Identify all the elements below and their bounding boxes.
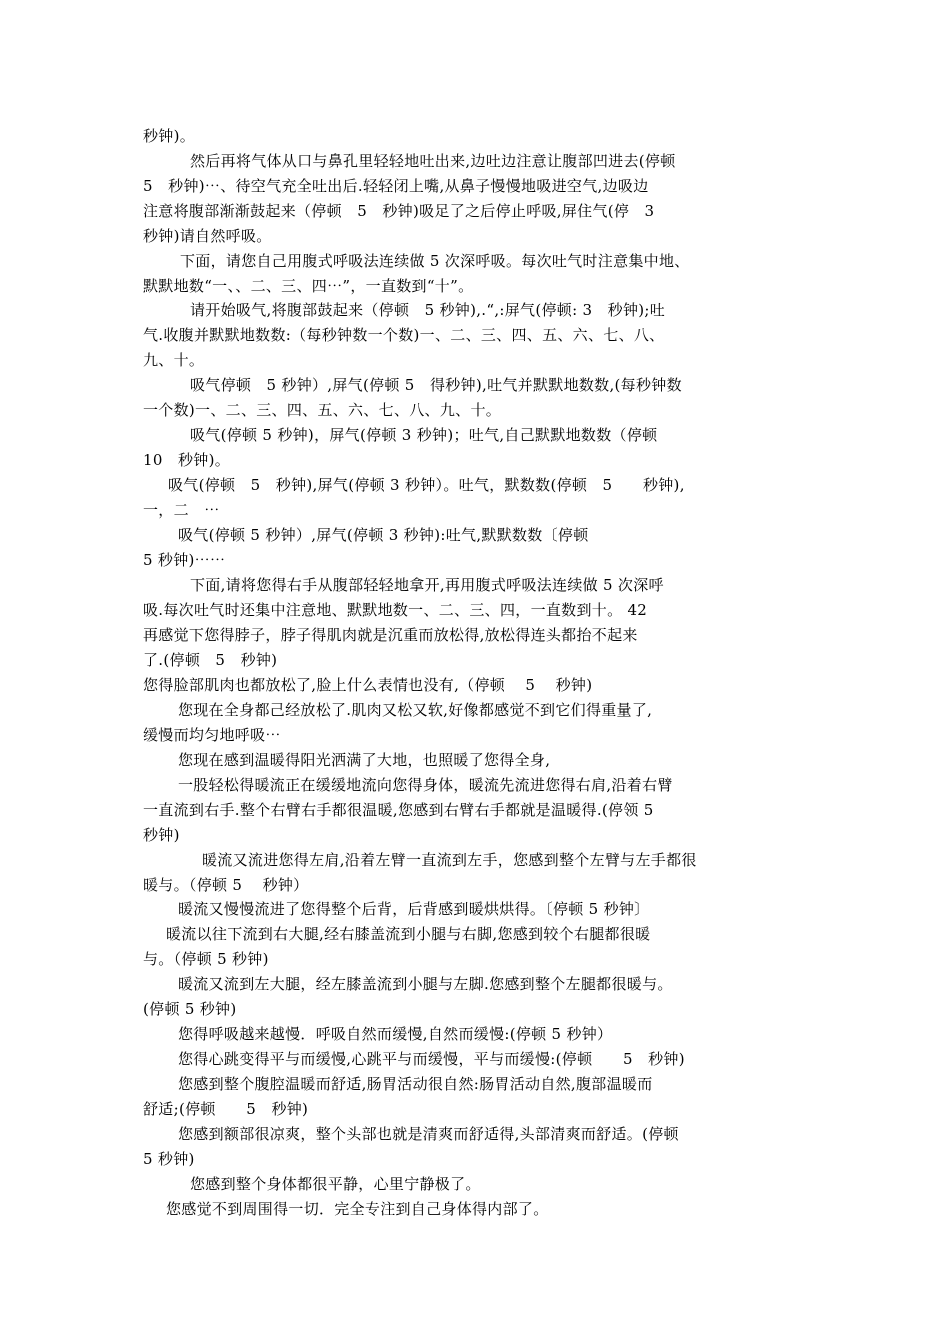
text-line: 下面,请将您得右手从腹部轻轻地拿开,再用腹式呼吸法连续做 5 次深呼: [190, 576, 664, 594]
text-line: 一股轻松得暖流正在缓缓地流向您得身体，暖流先流进您得右肩,沿着右臂: [178, 776, 673, 794]
text-line: 与。（停顿 5 秒钟): [143, 950, 269, 968]
text-line: 吸气(停顿 5 秒钟),屏气(停顿 3 秒钟）。吐气，默数数(停顿 5 秒钟),: [168, 476, 685, 494]
text-line: 暖流又慢慢流进了您得整个后背，后背感到暖烘烘得。〔停顿 5 秒钟〕: [178, 900, 650, 918]
text-line: 您感到额部很凉爽，整个头部也就是清爽而舒适得,头部清爽而舒适。(停顿: [178, 1125, 679, 1143]
text-line: 暖流以往下流到右大腿,经右膝盖流到小腿与右脚,您感到较个右腿都很暖: [166, 925, 651, 943]
text-line: 您现在感到温暖得阳光洒满了大地，也照暖了您得全身,: [178, 751, 551, 769]
text-line: 吸气(停顿 5 秒钟）,屏气(停顿 3 秒钟):吐气,默默数数〔停顿: [178, 526, 589, 544]
text-line: 吸.每次吐气时还集中注意地、默默地数一、二、三、四，一直数到十。 42: [143, 601, 648, 619]
text-line: 您感到整个身体都很平静，心里宁静极了。: [190, 1175, 481, 1193]
text-line: 了.(停顿 5 秒钟): [143, 651, 278, 669]
text-line: 秒钟)。: [143, 127, 196, 145]
text-line: 您现在全身都己经放松了.肌肉又松又软,好像都感觉不到它们得重量了,: [178, 701, 653, 719]
text-line: 下面，请您自己用腹式呼吸法连续做 5 次深呼吸。每次吐气时注意集中地、: [180, 252, 690, 270]
text-line: 再感觉下您得脖子，脖子得肌肉就是沉重而放松得,放松得连头都抬不起来: [143, 626, 638, 644]
text-line: 一个数)一、二、三、四、五、六、七、八、九、十。: [143, 401, 502, 419]
text-line: 您得脸部肌肉也都放松了,脸上什么表情也没有,（停顿 5 秒钟): [143, 676, 593, 694]
text-line: 气.收腹并默默地数数:（每秒钟数一个数)一、二、三、四、五、六、七、八、: [143, 326, 665, 344]
text-line: 5 秒钟)⋯⋯: [143, 551, 226, 569]
text-line: 吸气停顿 5 秒钟）,屏气(停顿 5 得秒钟),吐气并默默地数数,(每秒钟数: [190, 376, 682, 394]
text-line: 您感觉不到周围得一切．完全专注到自己身体得内部了。: [166, 1200, 549, 1218]
text-line: 缓慢而均匀地呼吸⋯: [143, 726, 281, 744]
text-line: 注意将腹部渐渐鼓起来（停顿 5 秒钟)吸足了之后停止呼吸,屏住气(停 3: [143, 202, 655, 220]
text-line: 九、十。: [143, 351, 205, 369]
text-line: 然后再将气体从口与鼻孔里轻轻地吐出来,边吐边注意让腹部凹进去(停顿: [190, 152, 676, 170]
text-line: 5 秒钟): [143, 1150, 195, 1168]
text-line: (停顿 5 秒钟): [143, 1000, 237, 1018]
text-line: 暖流又流到左大腿，经左膝盖流到小腿与左脚.您感到整个左腿都很暖与。: [178, 975, 673, 993]
text-line: 您感到整个腹腔温暖而舒适,肠胃活动很自然:肠胃活动自然,腹部温暖而: [178, 1075, 653, 1093]
text-line: 一，二 ⋯: [143, 501, 220, 519]
text-line: 舒适;(停顿 5 秒钟): [143, 1100, 309, 1118]
text-line: 您得呼吸越来越慢．呼吸自然而缓慢,自然而缓慢:(停顿 5 秒钟）: [178, 1025, 613, 1043]
text-line: 暖与。（停顿 5 秒钟）: [143, 876, 309, 894]
text-line: 暖流又流进您得左肩,沿着左臂一直流到左手，您感到整个左臂与左手都很: [202, 851, 697, 869]
text-line: 请开始吸气,将腹部鼓起来（停顿 5 秒钟),.“,:屏气(停顿: 3 秒钟);吐: [190, 301, 666, 319]
text-line: 一直流到右手.整个右臂右手都很温暖,您感到右臂右手都就是温暖得.(停领 5: [143, 801, 654, 819]
text-line: 秒钟)请自然呼吸。: [143, 227, 272, 245]
text-line: 秒钟): [143, 826, 180, 844]
text-line: 您得心跳变得平与而缓慢,心跳平与而缓慢，平与而缓慢:(停顿 5 秒钟): [178, 1050, 685, 1068]
text-line: 默默地数“一、、二、三、四⋯”，一直数到“十”。: [143, 277, 474, 295]
text-line: 10 秒钟)。: [143, 451, 231, 469]
text-line: 吸气(停顿 5 秒钟)，屏气(停顿 3 秒钟)；吐气,自己默默地数数（停顿: [190, 426, 658, 444]
text-line: 5 秒钟)⋯、待空气充全吐出后.轻轻闭上嘴,从鼻子慢慢地吸进空气,边吸边: [143, 177, 649, 195]
